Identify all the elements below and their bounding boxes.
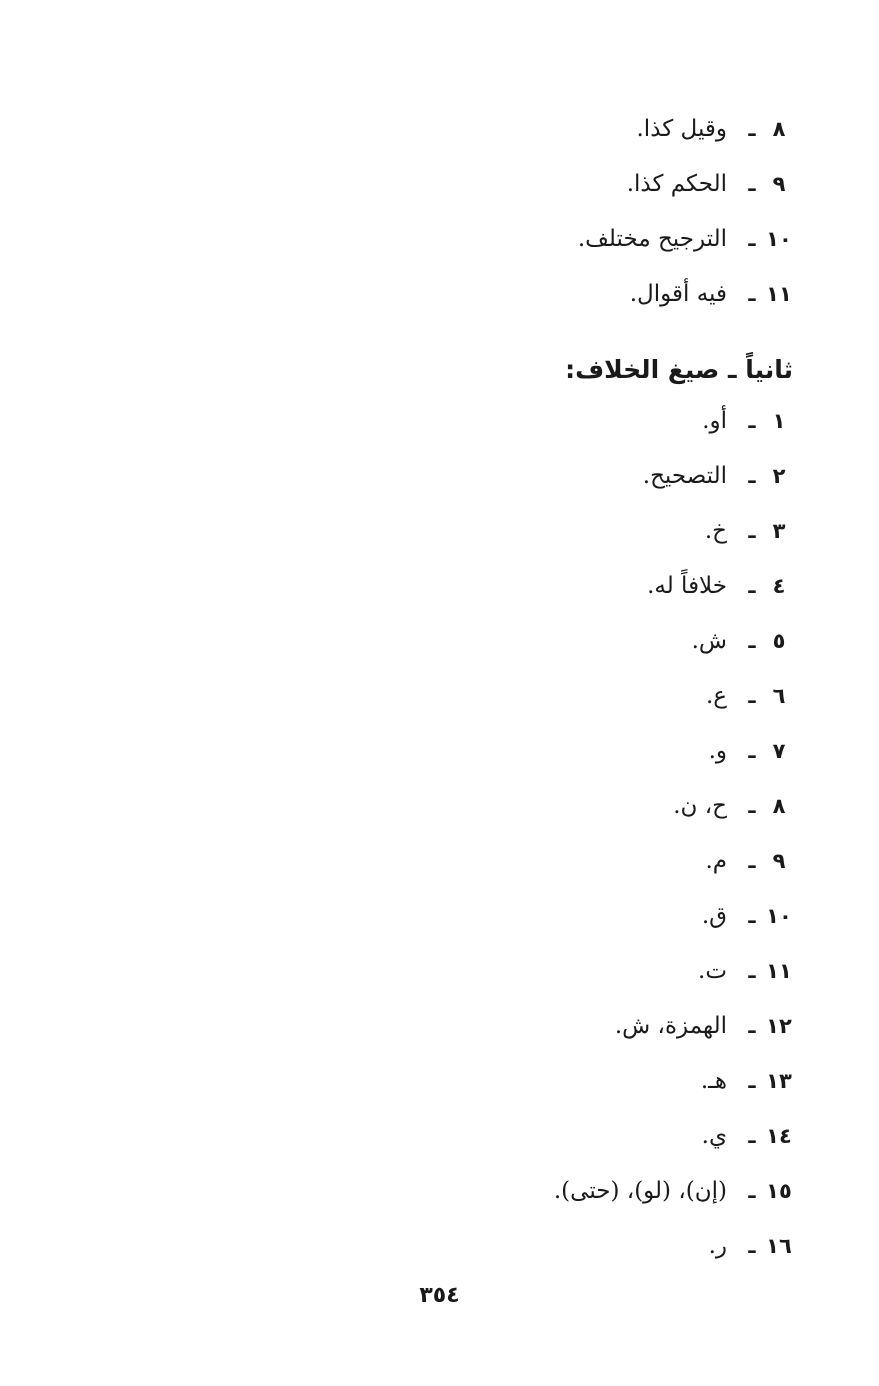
item-separator: ـ: [748, 849, 756, 873]
item-text: الحكم كذا.: [626, 171, 727, 197]
item-text: هـ.: [700, 1068, 727, 1094]
list-item: [373, 508, 793, 563]
item-separator: ـ: [748, 1124, 756, 1148]
list-item: [373, 618, 793, 673]
list-dispute-formulas: [373, 398, 793, 1278]
item-separator: ـ: [748, 1069, 756, 1093]
item-number: ١١: [766, 282, 792, 306]
list-item: [373, 1113, 793, 1168]
list-item: [373, 398, 793, 453]
list-item: [373, 106, 793, 161]
item-number: ٨: [772, 117, 786, 141]
item-text: ي.: [701, 1123, 727, 1149]
list-item: [373, 673, 793, 728]
item-number: ٩: [772, 849, 786, 873]
item-text: التصحيح.: [642, 463, 727, 489]
item-separator: ـ: [748, 227, 756, 251]
item-text: (إن)، (لو)، (حتى).: [553, 1178, 727, 1204]
item-text: م.: [705, 848, 727, 874]
list-item: [373, 216, 793, 271]
item-number: ٦: [772, 684, 786, 708]
item-separator: ـ: [748, 1234, 756, 1258]
item-number: ١٠: [766, 227, 792, 251]
item-separator: ـ: [748, 172, 756, 196]
item-number: ٨: [772, 794, 786, 818]
item-text: خ.: [704, 518, 727, 544]
item-number: ١: [772, 409, 786, 433]
item-text: أو.: [702, 408, 727, 434]
item-number: ١٢: [766, 1014, 792, 1038]
list-item: [373, 161, 793, 216]
item-text: ق.: [701, 903, 727, 929]
item-text: فيه أقوال.: [629, 281, 727, 307]
item-separator: ـ: [748, 409, 756, 433]
item-text: ت.: [698, 958, 727, 984]
item-text: الهمزة، ش.: [614, 1013, 727, 1039]
item-number: ١٥: [766, 1179, 792, 1203]
item-number: ٤: [772, 574, 786, 598]
list-continued-items: [373, 106, 793, 326]
list-item: [373, 1168, 793, 1223]
item-number: ١٦: [766, 1234, 792, 1258]
item-text: و.: [708, 738, 727, 764]
item-separator: ـ: [748, 574, 756, 598]
item-separator: ـ: [748, 117, 756, 141]
item-separator: ـ: [748, 282, 756, 306]
item-number: ١٠: [766, 904, 792, 928]
item-number: ٧: [772, 739, 786, 763]
item-separator: ـ: [748, 629, 756, 653]
item-text: الترجيح مختلف.: [577, 226, 727, 252]
item-number: ١٤: [766, 1124, 792, 1148]
item-separator: ـ: [748, 464, 756, 488]
item-text: ع.: [705, 683, 727, 709]
list-item: [373, 838, 793, 893]
item-number: ٣: [772, 519, 786, 543]
page-number: ٣٥٤: [419, 1283, 460, 1308]
list-item: [373, 1223, 793, 1278]
item-separator: ـ: [748, 684, 756, 708]
item-separator: ـ: [748, 1014, 756, 1038]
item-number: ٢: [772, 464, 786, 488]
item-separator: ـ: [748, 959, 756, 983]
item-text: ر.: [708, 1233, 727, 1259]
list-item: [373, 563, 793, 618]
list-item: [373, 1058, 793, 1113]
item-separator: ـ: [748, 739, 756, 763]
item-text: وقيل كذا.: [636, 116, 727, 142]
item-separator: ـ: [748, 904, 756, 928]
item-separator: ـ: [748, 794, 756, 818]
list-item: [373, 893, 793, 948]
list-item: [373, 271, 793, 326]
item-number: ٥: [772, 629, 786, 653]
item-separator: ـ: [748, 519, 756, 543]
item-text: ح، ن.: [673, 793, 727, 819]
list-item: [373, 728, 793, 783]
list-item: [373, 453, 793, 508]
item-text: ش.: [691, 628, 727, 654]
item-separator: ـ: [748, 1179, 756, 1203]
section-heading: ثانياً ـ صيغ الخلاف:: [565, 355, 793, 384]
list-item: [373, 783, 793, 838]
item-number: ١٣: [766, 1069, 792, 1093]
list-item: [373, 1003, 793, 1058]
item-number: ١١: [766, 959, 792, 983]
item-text: خلافاً له.: [647, 573, 727, 599]
item-number: ٩: [772, 172, 786, 196]
list-item: [373, 948, 793, 1003]
